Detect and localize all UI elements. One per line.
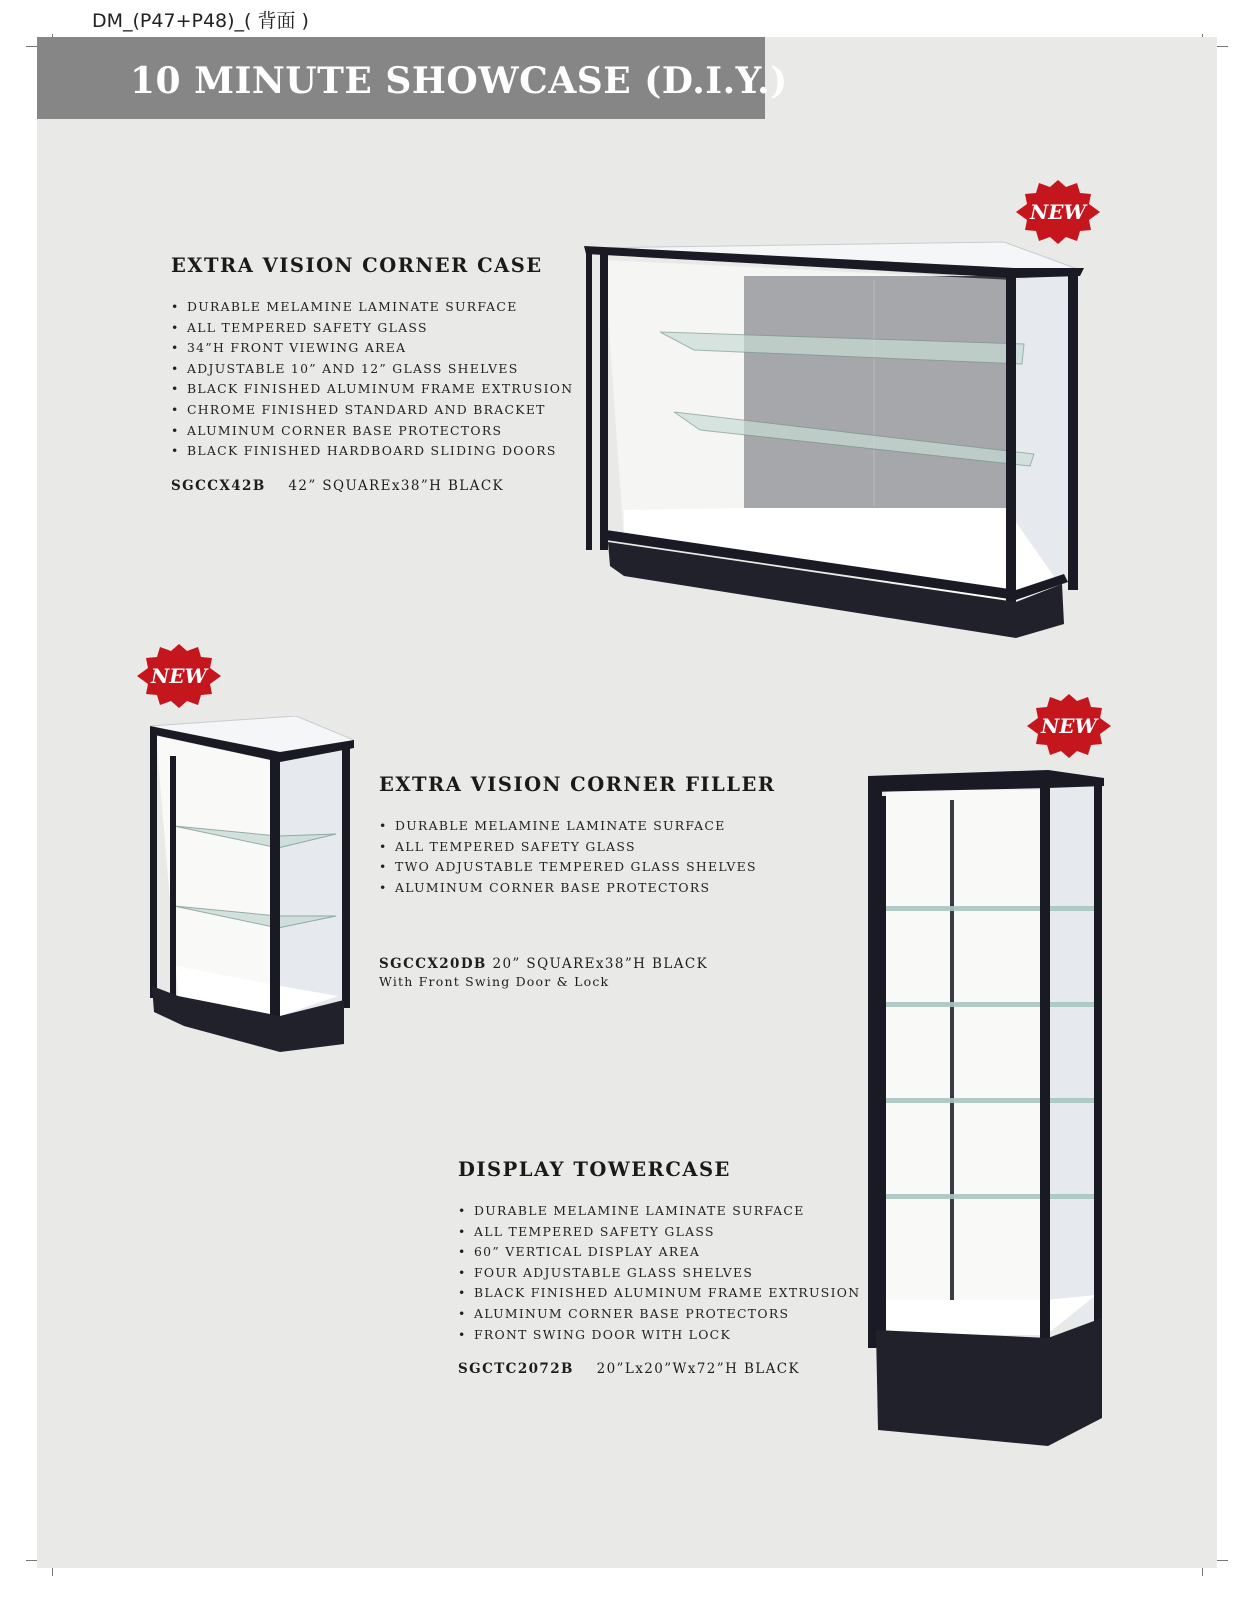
sku-code: SGCCX20DB <box>379 956 487 973</box>
feature-item: • FOUR ADJUSTABLE GLASS SHELVES <box>458 1263 860 1284</box>
towercase-heading: DISPLAY TOWERCASE <box>458 1158 731 1181</box>
towercase-image <box>866 770 1104 1450</box>
towercase-features <box>458 1201 860 1345</box>
sku-spec: 20” SQUAREx38”H BLACK <box>492 956 709 973</box>
corner-filler-image <box>148 716 354 1052</box>
feature-item: • TWO ADJUSTABLE TEMPERED GLASS SHELVES <box>379 857 776 878</box>
sku-note: With Front Swing Door & Lock <box>379 974 610 990</box>
badge-label: NEW <box>151 664 207 688</box>
corner-case-section <box>171 254 573 494</box>
feature-item: • DURABLE MELAMINE LAMINATE SURFACE <box>458 1201 860 1222</box>
feature-item: • ALL TEMPERED SAFETY GLASS <box>379 837 776 858</box>
corner-filler-heading: EXTRA VISION CORNER FILLER <box>379 773 776 796</box>
new-badge <box>1016 180 1100 244</box>
corner-case-features <box>171 297 573 462</box>
feature-item: • 60” VERTICAL DISPLAY AREA <box>458 1242 860 1263</box>
feature-item: • FRONT SWING DOOR WITH LOCK <box>458 1325 860 1346</box>
feature-item: • CHROME FINISHED STANDARD AND BRACKET <box>171 400 573 421</box>
corner-case-heading: EXTRA VISION CORNER CASE <box>171 254 543 277</box>
feature-item: • ALL TEMPERED SAFETY GLASS <box>171 318 573 339</box>
feature-item: • ALL TEMPERED SAFETY GLASS <box>458 1222 860 1243</box>
feature-item: • 34”H FRONT VIEWING AREA <box>171 338 573 359</box>
sku-code: SGCCX42B <box>171 477 266 494</box>
badge-label: NEW <box>1030 200 1086 224</box>
feature-item: • BLACK FINISHED ALUMINUM FRAME EXTRUSION <box>171 379 573 400</box>
feature-item: • BLACK FINISHED ALUMINUM FRAME EXTRUSION <box>458 1283 860 1304</box>
towercase-sku-line <box>458 1361 860 1377</box>
corner-case-image <box>584 240 1084 640</box>
feature-item: • ALUMINUM CORNER BASE PROTECTORS <box>171 421 573 442</box>
file-label: DM_(P47+P48)_( 背面 ) <box>92 10 309 32</box>
corner-filler-features <box>379 816 776 898</box>
page-title: 10 MINUTE SHOWCASE (D.I.Y.) <box>130 60 788 102</box>
towercase-section <box>458 1158 860 1377</box>
new-badge <box>137 644 221 708</box>
feature-item: • BLACK FINISHED HARDBOARD SLIDING DOORS <box>171 441 573 462</box>
sku-spec: 42” SQUAREx38”H BLACK <box>288 477 505 494</box>
feature-item: • DURABLE MELAMINE LAMINATE SURFACE <box>379 816 776 837</box>
feature-item: • ALUMINUM CORNER BASE PROTECTORS <box>458 1304 860 1325</box>
feature-item: • ALUMINUM CORNER BASE PROTECTORS <box>379 878 776 899</box>
corner-case-sku-line <box>171 478 573 494</box>
corner-filler-section <box>379 773 776 989</box>
feature-item: • DURABLE MELAMINE LAMINATE SURFACE <box>171 297 573 318</box>
corner-filler-sku-line <box>379 956 776 972</box>
sku-spec: 20”Lx20”Wx72”H BLACK <box>596 1361 800 1378</box>
feature-item: • ADJUSTABLE 10” AND 12” GLASS SHELVES <box>171 359 573 380</box>
sku-code: SGCTC2072B <box>458 1361 574 1378</box>
new-badge <box>1027 694 1111 758</box>
badge-label: NEW <box>1041 714 1097 738</box>
